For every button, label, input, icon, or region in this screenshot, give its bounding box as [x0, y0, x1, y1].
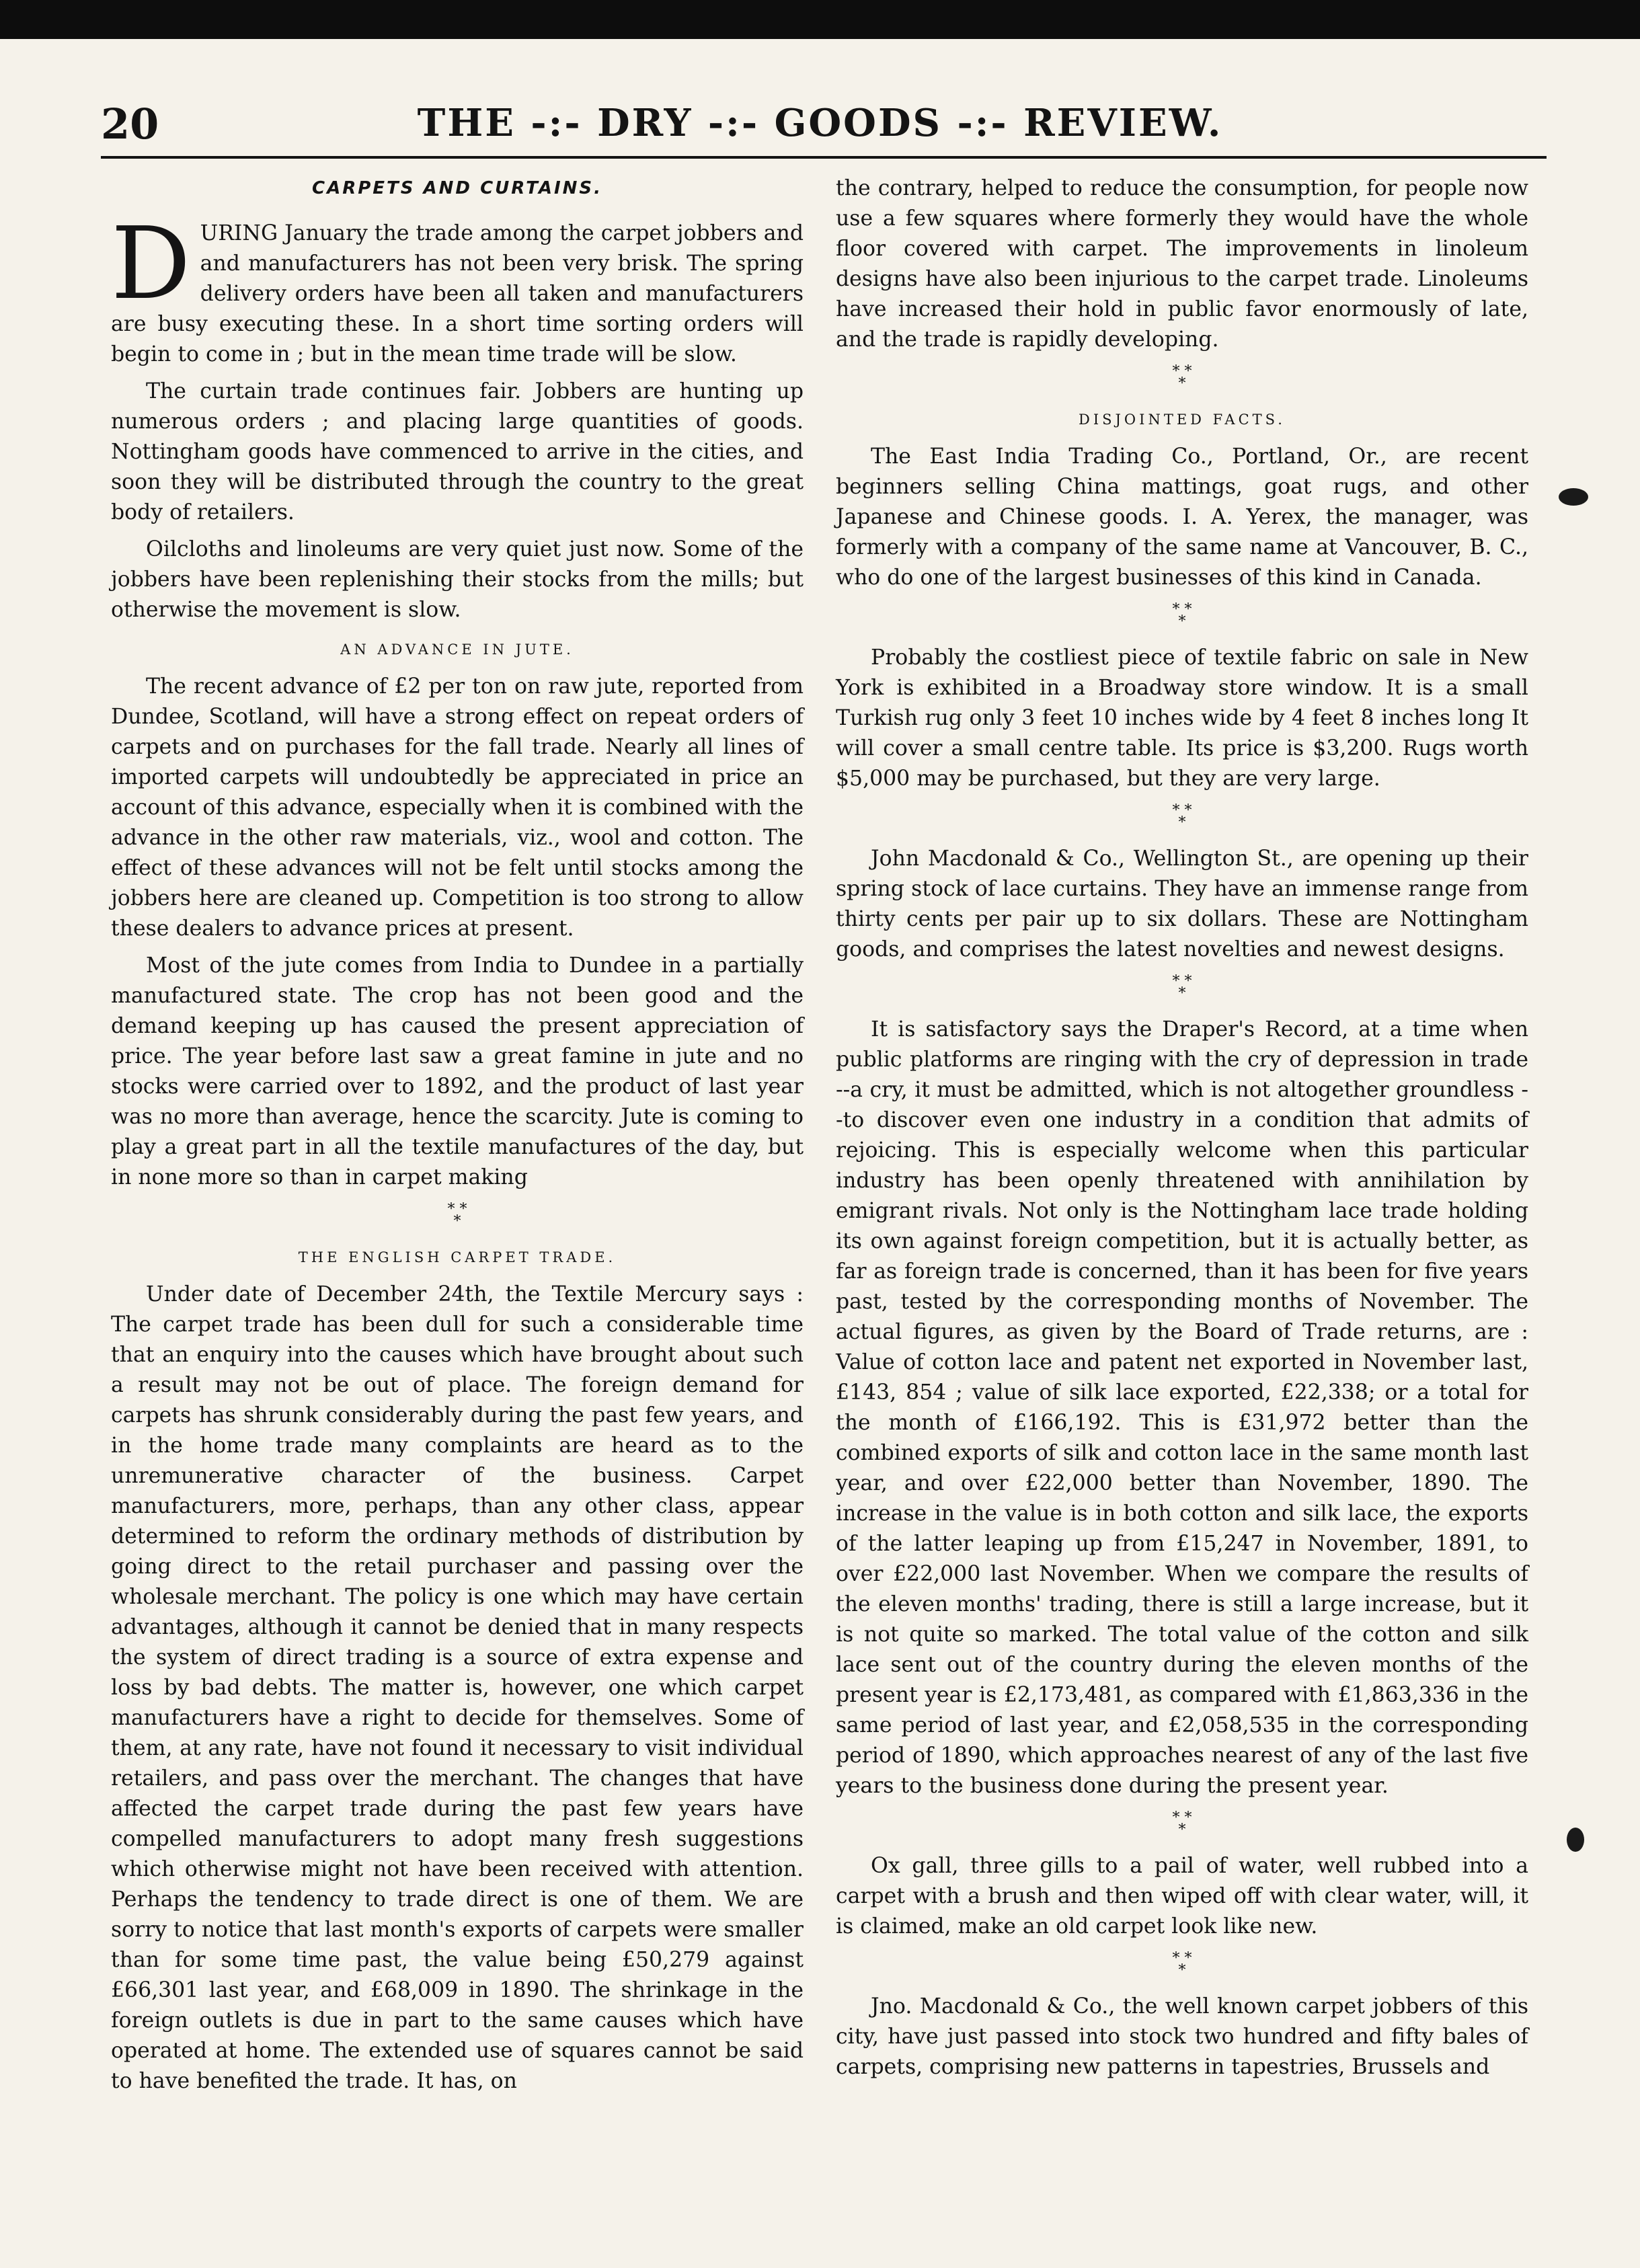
asterism-divider: * * *	[1172, 802, 1192, 831]
macdonald-lace-paragraph: John Macdonald & Co., Wellington St., are opening up their spring stock of lace curtains. They have an immense range from thirty cents per pair up to six dollars. These are Nottingham goods, and comprises the latest novelties and newest designs.	[836, 847, 1528, 962]
carpet-continuation-paragraph: the contrary, helped to reduce the consumption, for people now use a few squares where formerly they would have the whole floor covered with carpet. The improvements in linoleum designs have also been injurious to the carpet trade. Linoleums have increased their hold in public favor enormously of late, and the trade is rapidly developing.	[836, 176, 1528, 352]
subhead-jute: AN ADVANCE IN JUTE.	[340, 641, 574, 658]
asterism-divider: * * *	[1172, 973, 1192, 1002]
asterism-divider: * * *	[1172, 601, 1192, 630]
header-rule	[101, 156, 1547, 159]
jute-paragraph-2: Most of the jute comes from India to Dundee in a partially manufactured state. The crop has not been good and the demand keeping up has caused the present appreciation of price. The year before last saw a great famine in jute and no stocks were carried over to 1892, and the product of last year was no more than average, hence the scarcity. Jute is coming to play a great part in all the textile manufactures of the day, but in none more so than in carpet making	[111, 953, 804, 1189]
subhead-disjointed-facts: DISJOINTED FACTS.	[1079, 412, 1286, 428]
english-carpet-paragraph: Under date of December 24th, the Textile Mercury says : The carpet trade has been dull for such a considerable time that an enquiry into the causes which have brought about such a result may not be out of place. The foreign demand for carpets has shrunk considerably during the past few years, and in the home trade many complaints are heard as to the unremunerative character of the business. Carpet manufacturers, more, perhaps, than any other class, appear determined to reform the ordinary methods of distribution by going direct to the retail purchaser and passing over the wholesale merchant. The policy is one which may have certain advantages, although it cannot be denied that in many respects the system of direct trading is a source of extra expense and loss by bad debts. The matter is, however, one which carpet manufacturers have a right to decide for themselves. Some of them, at any rate, have not found it necessary to visit individual retailers, and pass over the merchant. The changes that have affected the carpet trade during the past few years have compelled manufacturers to adopt many fresh suggestions which otherwise might not have been received with attention. Perhaps the tendency to trade direct is one of them. We are sorry to notice that last month's exports of carpets were smaller than for some time past, the value being £50,279 against £66,301 last year, and £68,009 in 1890. The shrinkage in the foreign outlets is due in part to the same causes which have operated at home. The extended use of squares cannot be said to have benefited the trade. It has, on	[111, 1282, 804, 2093]
left-column	[111, 173, 804, 2103]
asterism-divider: * * *	[1172, 1950, 1192, 1979]
drapers-record-paragraph: It is satisfactory says the Draper's Record, at a time when public platforms are ringing with the cry of depression in trade --a cry, it must be admitted, which is not altogether groundless --to discover even one industry in a condition that admits of rejoicing. This is especially welcome when this particular industry has been openly threatened with annihilation by emigrant rivals. Not only is the Nottingham lace trade holding its own against foreign competition, but it is actually better, as far as foreign trade is concerned, than it has been for five years past, tested by the corresponding months of November. The actual figures, as given by the Board of Trade returns, are : Value of cotton lace and patent net exported in November last, £143, 854 ; value of silk lace exported, £22,338; or a total for the month of £166,192. This is £31,972 better than the combined exports of silk and cotton lace in the same month last year, and over £22,000 better than November, 1890. The increase in the value is in both cotton and silk lace, the exports of the latter leaping up from £15,247 in November, 1891, to over £22,000 last November. When we compare the results of the eleven months' trading, there is still a large increase, but it is not quite so marked. The total value of the cotton and silk lace sent out of the country during the eleven months of the present year is £2,173,481, as compared with £1,863,336 in the same period of last year, and £2,058,535 in the corresponding period of 1890, which approaches nearest of any of the last five years to the business done during the present year.	[836, 1017, 1528, 1798]
scan-top-border	[0, 0, 1640, 39]
costliest-rug-paragraph: Probably the costliest piece of textile fabric on sale in New York is exhibited in a Broadway store window. It is a small Turkish rug only 3 feet 10 inches wide by 4 feet 8 inches long It will cover a small centre table. Its price is $3,200. Rugs worth $5,000 may be purchased, but they are very large.	[836, 646, 1528, 791]
intro-text: URING January the trade among the carpet jobbers and and manufacturers has not been very brisk. The spring delivery orders have been all taken and manufacturers are busy executing these. In a short time sorting orders will begin to come in ; but in the mean time trade will be slow.	[111, 221, 804, 366]
ink-blot	[1559, 488, 1588, 506]
right-column	[836, 173, 1528, 2089]
asterism-divider: * * *	[1172, 1809, 1192, 1838]
jno-macdonald-paragraph: Jno. Macdonald & Co., the well known carpet jobbers of this city, have just passed into stock two hundred and fifty bales of carpets, comprising new patterns in tapestries, Brussels and	[836, 1994, 1528, 2079]
drop-cap: D	[111, 206, 191, 321]
oilcloths-paragraph: Oilcloths and linoleums are very quiet just now. Some of the jobbers have been replenishing their stocks from the mills; but otherwise the movement is slow.	[111, 537, 804, 622]
east-india-paragraph: The East India Trading Co., Portland, Or., are recent beginners selling China mattings, goat rugs, and other Japanese and Chinese goods. I. A. Yerex, the manager, was formerly with a company of the same name at Vancouver, B. C., who do one of the largest businesses of this kind in Canada.	[836, 444, 1528, 590]
asterism-divider: * * *	[1172, 363, 1192, 392]
subhead-english-carpet-trade: THE ENGLISH CARPET TRADE.	[298, 1249, 617, 1265]
page-number: 20	[101, 100, 159, 149]
section-title: CARPETS AND CURTAINS.	[312, 178, 602, 198]
curtain-trade-paragraph: The curtain trade continues fair. Jobbers are hunting up numerous orders ; and placing large quantities of goods. Nottingham goods have commenced to arrive in the cities, and soon they will be distributed through the country to the great body of retailers.	[111, 379, 804, 524]
page-title: THE -:- DRY -:- GOODS -:- REVIEW.	[417, 101, 1223, 145]
intro-paragraph	[111, 206, 804, 370]
asterism-divider: * * *	[447, 1201, 467, 1230]
ox-gall-paragraph: Ox gall, three gills to a pail of water, well rubbed into a carpet with a brush and then wiped off with clear water, will, it is claimed, make an old carpet look like new.	[836, 1854, 1528, 1939]
jute-paragraph-1: The recent advance of £2 per ton on raw jute, reported from Dundee, Scotland, will have a strong effect on repeat orders of carpets and on purchases for the fall trade. Nearly all lines of imported carpets will undoubtedly be appreciated in price an account of this advance, especially when it is combined with the advance in the other raw materials, viz., wool and cotton. The effect of these advances will not be felt until stocks among the jobbers here are cleaned up. Competition is too strong to allow these dealers to advance prices at present.	[111, 674, 804, 941]
ink-blot	[1567, 1828, 1584, 1852]
